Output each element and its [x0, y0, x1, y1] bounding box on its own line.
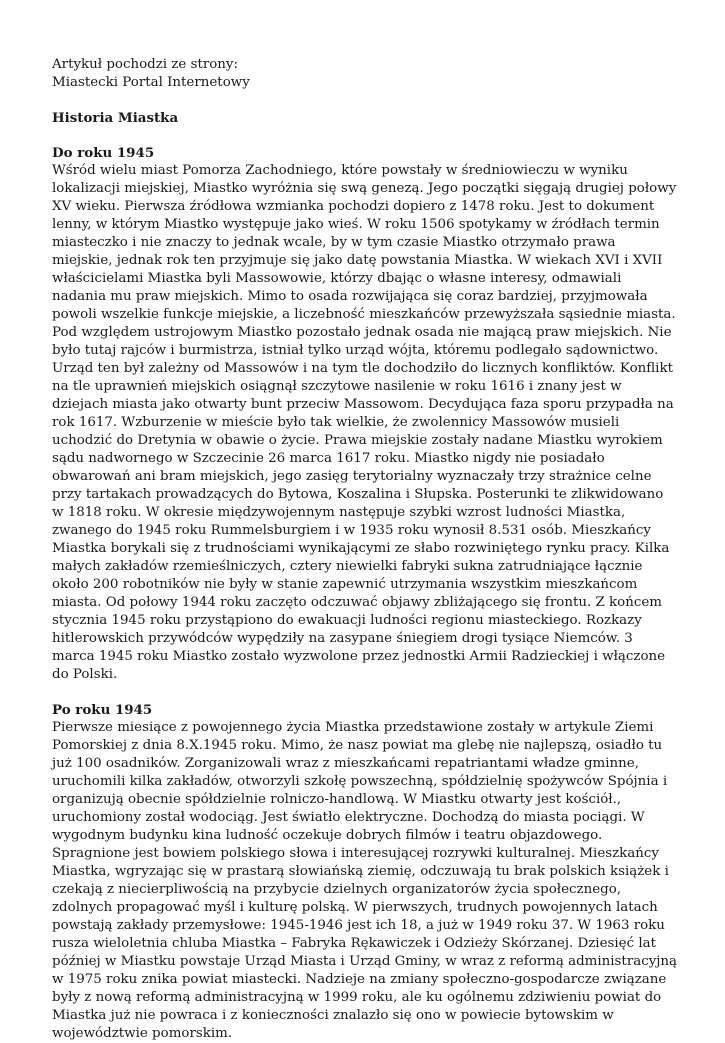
section-body: Wśród wielu miast Pomorza Zachodniego, które powstały w średniowieczu w wyniku lokalizacji miejskiej, Miastko wyróżnia się swą genezą. Jego początki sięgają drugiej połowy XV wieku. Pierwsza źródłowa wzmianka pochodzi dopiero z 1478 roku. Jest to dokument lenny, w którym Miastko występuje jako wieś. W roku 1506 spotykamy w źródłach termin miasteczko i nie znaczy to jednak wcale, by w tym czasie Miastko otrzymało prawa miejskie, jednak rok ten przyjmuje się jako datę powstania Miastka. W wiekach XVI i XVII właścicielami Miastka byli Massowowie, którzy dbając o własne interesy, odmawiali nadania mu praw miejskich. Mimo to osada rozwijająca się coraz bardziej, przyjmowała powoli wszelkie funkcje miejskie, a liczebność mieszkańców przewyższała sąsiednie miasta. Pod względem ustrojowym Miastko pozostało jednak osada nie mającą praw miejskich. Nie było tutaj rajców i burmistrza, istniał tylko urząd wójta, któremu podlegało sądownictwo. Urząd ten był zależny od Massowów i na tym tle dochodziło do licznych konfliktów. Konflikt na tle uprawnień miejskich osiągnął szczytowe nasilenie w roku 1616 i znany jest w dziejach miasta jako otwarty bunt przeciw Massowom. Decydująca faza sporu przypadła na rok 1617. Wzburzenie w mieście było tak wielkie, że zwolennicy Massowów musieli uchodzić do Dretynia w obawie o życie. Prawa miejskie zostały nadane Miastku wyrokiem sądu nadwornego w Szczecinie 26 marca 1617 roku. Miastko nigdy nie posiadało obwarowań ani bram miejskich, jego zasięg terytorialny wyznaczały trzy strażnice celne przy tartakach prowadzących do Bytowa, Koszalina i Słupska. Posterunki te zlikwidowano w 1818 roku. W okresie międzywojennym następuje szybki wzrost ludności Miastka, zwanego do 1945 roku Rummelsburgiem i w 1935 roku wynosił 8.531 osób. Mieszkańcy Miastka borykali się z trudnościami wynikającymi ze słabo rozwiniętego rynku pracy. Kilka małych zakładów rzemieślniczych, cztery niewielki fabryki sukna zatrudniające łącznie około 200 robotników nie były w stanie zapewnić utrzymania wszystkim mieszkańcom miasta. Od połowy 1944 roku zaczęto odczuwać objawy zbliżającego się frontu. Z końcem stycznia 1945 roku przystąpiono do ewakuacji ludności regionu miasteckiego. Rozkazy hitlerowskich przywódców wypędziły na zasypane śniegiem drogi tysiące Niemców. 3 marca 1945 roku Miastko zostało wyzwolone przez jednostki Armii Radzieckiej i włączone do Polski. — [52, 163, 677, 682]
section-after-1945 — [52, 701, 678, 1043]
section-heading: Po roku 1945 — [52, 702, 153, 718]
section-before-1945 — [52, 144, 678, 684]
source-name: Miastecki Portal Internetowy — [52, 75, 250, 90]
section-body: Pierwsze miesiące z powojennego życia Miastka przedstawione zostały w artykule Ziemi Pomorskiej z dnia 8.X.1945 roku. Mimo, że nasz powiat ma glebę nie najlepszą, osiadło tu już 100 osadników. Zorganizowali wraz z mieszkańcami repatriantami władze gminne, uruchomili kilka zakładów, otworzyli szkołę powszechną, spółdzielnię spożywców Spójnia i organizują obecnie spółdzielnie rolniczo-handlową. W Miastku otwarty jest kościół., uruchomiony został wodociąg. Jest światło elektryczne. Dochodzą do miasta pociągi. W wygodnym budynku kina ludność oczekuje dobrych filmów i teatru objazdowego. Spragnione jest bowiem polskiego słowa i interesującej rozrywki kulturalnej. Mieszkańcy Miastka, wgryzając się w prastarą słowiańską ziemię, odczuwają tu brak polskich książek i czekają z niecierpliwością na przybycie dzielnych organizatorów życia społecznego, zdolnych propagować myśl i kulturę polską. W pierwszych, trudnych powojennych latach powstają zakłady przemysłowe: 1945-1946 jest ich 18, a już w 1949 roku 37. W 1963 roku rusza wieloletnia chluba Miastka – Fabryka Rękawiczek i Odzieży Skórzanej. Dziesięć lat później w Miastku powstaje Urząd Miasta i Urząd Gminy, w wraz z reformą administracyjną w 1975 roku znika powiat miastecki. Nadzieje na zmiany społeczno-gospodarcze związane były z nową reformą administracyjną w 1999 roku, ale ku ogólnemu zdziwieniu powiat do Miastka już nie powraca i z konieczności znalazło się ono w powiecie bytowskim w województwie pomorskim. — [52, 720, 678, 1041]
source-label: Artykuł pochodzi ze strony: — [52, 57, 238, 72]
section-heading: Do roku 1945 — [52, 145, 155, 161]
document-title: Historia Miastka — [52, 110, 179, 126]
document-page — [52, 56, 678, 1043]
